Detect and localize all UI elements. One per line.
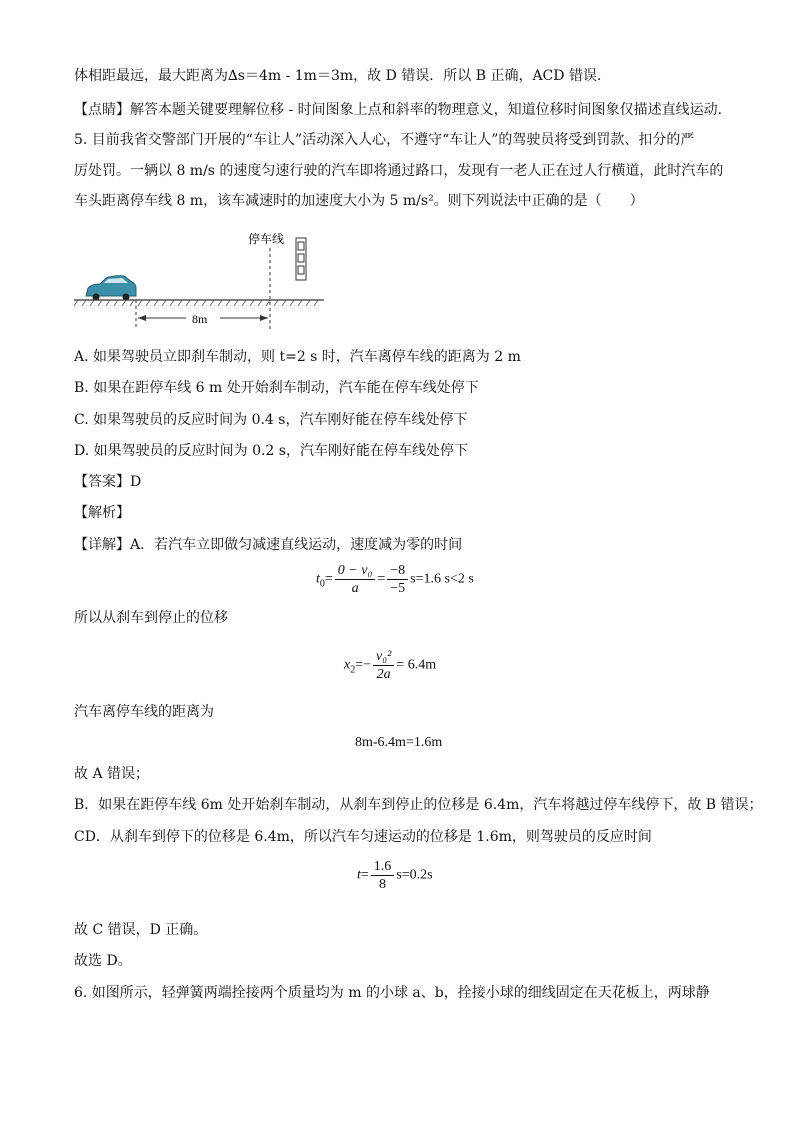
equation-displacement: $x_2=-$ $\frac{\text{v₀²}}{2a}$ = 6.4m <box>344 649 437 682</box>
text-line: 故 C 错误，D 正确。 <box>74 922 208 938</box>
detail-a: 【详解】A．若汽车立即做匀减速直线运动，速度减为零的时间 <box>74 537 463 553</box>
option-a: A. 如果驾驶员立即刹车制动，则 t=2 s 时，汽车离停车线的距离为 2 m <box>74 349 521 365</box>
text-line: 故 A 错误； <box>74 766 150 782</box>
answer-line: 【答案】D <box>74 474 142 490</box>
car-icon <box>86 276 136 301</box>
text-line: B．如果在距停车线 6m 处开始刹车制动，从刹车到停止的位移是 6.4m，汽车将越过停车线停下，故 B 错误； <box>74 797 763 813</box>
question-6-stem: 6. 如图所示，轻弹簧两端拴接两个质量均为 m 的小球 a、b，拴接小球的细线固定在天花板上，两球静 <box>74 985 710 1001</box>
question-5-stem: 5. 目前我省交警部门开展的“车让人”活动深入人心，不遵守“车让人”的驾驶员将受到罚款、扣分的严 <box>74 132 695 148</box>
question-5-stem: 厉处罚。一辆以 8 m/s 的速度匀速行驶的汽车即将通过路口，发现有一老人正在过人行横道，此时汽车的 <box>74 163 724 179</box>
stop-line-label: 停车线 <box>248 232 285 246</box>
equation-distance: 8m-6.4m=1.6m <box>355 735 443 750</box>
analysis-heading: 【解析】 <box>74 505 130 521</box>
text-line: CD．从刹车到停下的位移是 6.4m，所以汽车匀速运动的位移是 1.6m，则驾驶员的反应时间 <box>74 829 652 845</box>
option-c: C. 如果驾驶员的反应时间为 0.4 s，汽车刚好能在停车线处停下 <box>74 412 468 428</box>
text-line: 故选 D。 <box>74 953 132 969</box>
traffic-figure <box>74 226 330 336</box>
text-line: 体相距最远，最大距离为∆s＝4m - 1m＝3m，故 D 错误．所以 B 正确，ACD 错误． <box>74 68 611 84</box>
option-d: D. 如果驾驶员的反应时间为 0.2 s，汽车刚好能在停车线处停下 <box>74 443 468 459</box>
option-b: B. 如果在距停车线 6 m 处开始刹车制动，汽车能在停车线处停下 <box>74 380 479 396</box>
equation-reaction-time: t= $\frac{1.6}{8}$ s=0.2s <box>357 859 433 892</box>
tip-paragraph: 【点睛】解答本题关键要理解位移 - 时间图象上点和斜率的物理意义，知道位移时间图象仅描述直线运动． <box>74 102 732 118</box>
question-5-stem: 车头距离停车线 8 m，该车减速时的加速度大小为 5 m/s²。则下列说法中正确的是（ ） <box>74 193 644 209</box>
text-line: 汽车离停车线的距离为 <box>74 704 214 720</box>
equation-stop-time: $t_0=$ $\frac{\text{0 − v₀}}{a}$ = $\frac{-8}{-5}$ s=1.6 s<2 s <box>316 563 474 596</box>
distance-label: 8m <box>192 312 208 326</box>
text-line: 所以从刹车到停止的位移 <box>74 610 228 626</box>
